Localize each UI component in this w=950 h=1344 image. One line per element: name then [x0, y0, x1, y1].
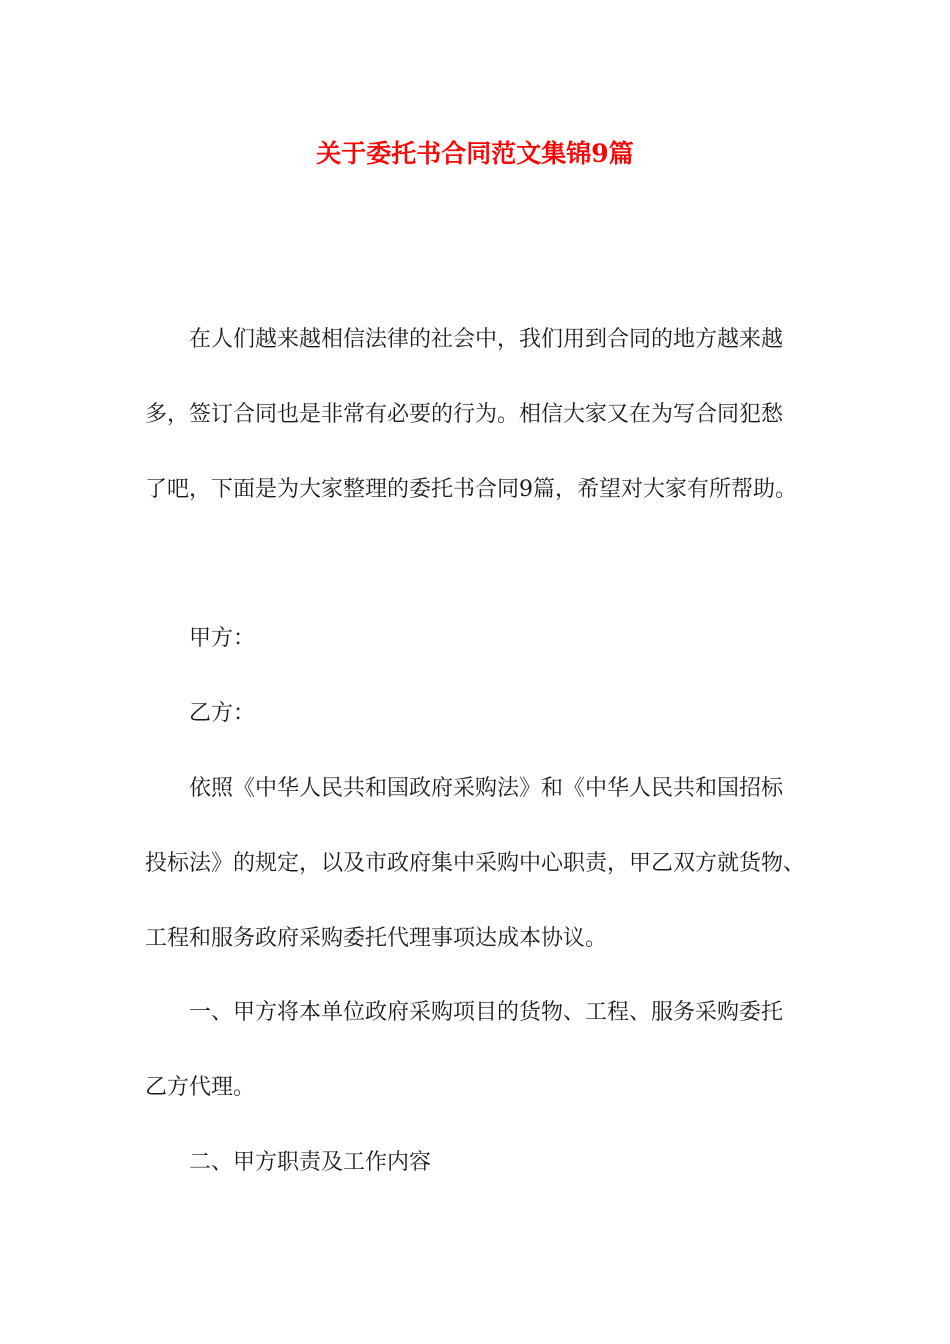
paragraph-line: 在人们越来越相信法律的社会中，我们用到合同的地方越来越 — [189, 327, 784, 352]
paragraph-line: 工程和服务政府采购委托代理事项达成本协议。 — [145, 926, 608, 951]
clause-two-heading: 二、甲方职责及工作内容 — [189, 1150, 432, 1175]
clause-one-line: 乙方代理。 — [145, 1075, 256, 1100]
paragraph-line: 投标法》的规定，以及市政府集中采购中心职责，甲乙双方就货物、 — [145, 851, 806, 876]
clause-one-line: 一、甲方将本单位政府采购项目的货物、工程、服务采购委托 — [189, 1000, 784, 1025]
document-title: 关于委托书合同范文集锦9篇 — [316, 139, 634, 168]
paragraph-line: 了吧，下面是为大家整理的委托书合同9篇，希望对大家有所帮助。 — [145, 477, 797, 502]
paragraph-line: 依照《中华人民共和国政府采购法》和《中华人民共和国招标 — [189, 776, 784, 801]
paragraph-line: 多，签订合同也是非常有必要的行为。相信大家又在为写合同犯愁 — [145, 402, 784, 427]
party-a-label: 甲方： — [189, 626, 256, 651]
party-b-label: 乙方： — [189, 701, 256, 726]
